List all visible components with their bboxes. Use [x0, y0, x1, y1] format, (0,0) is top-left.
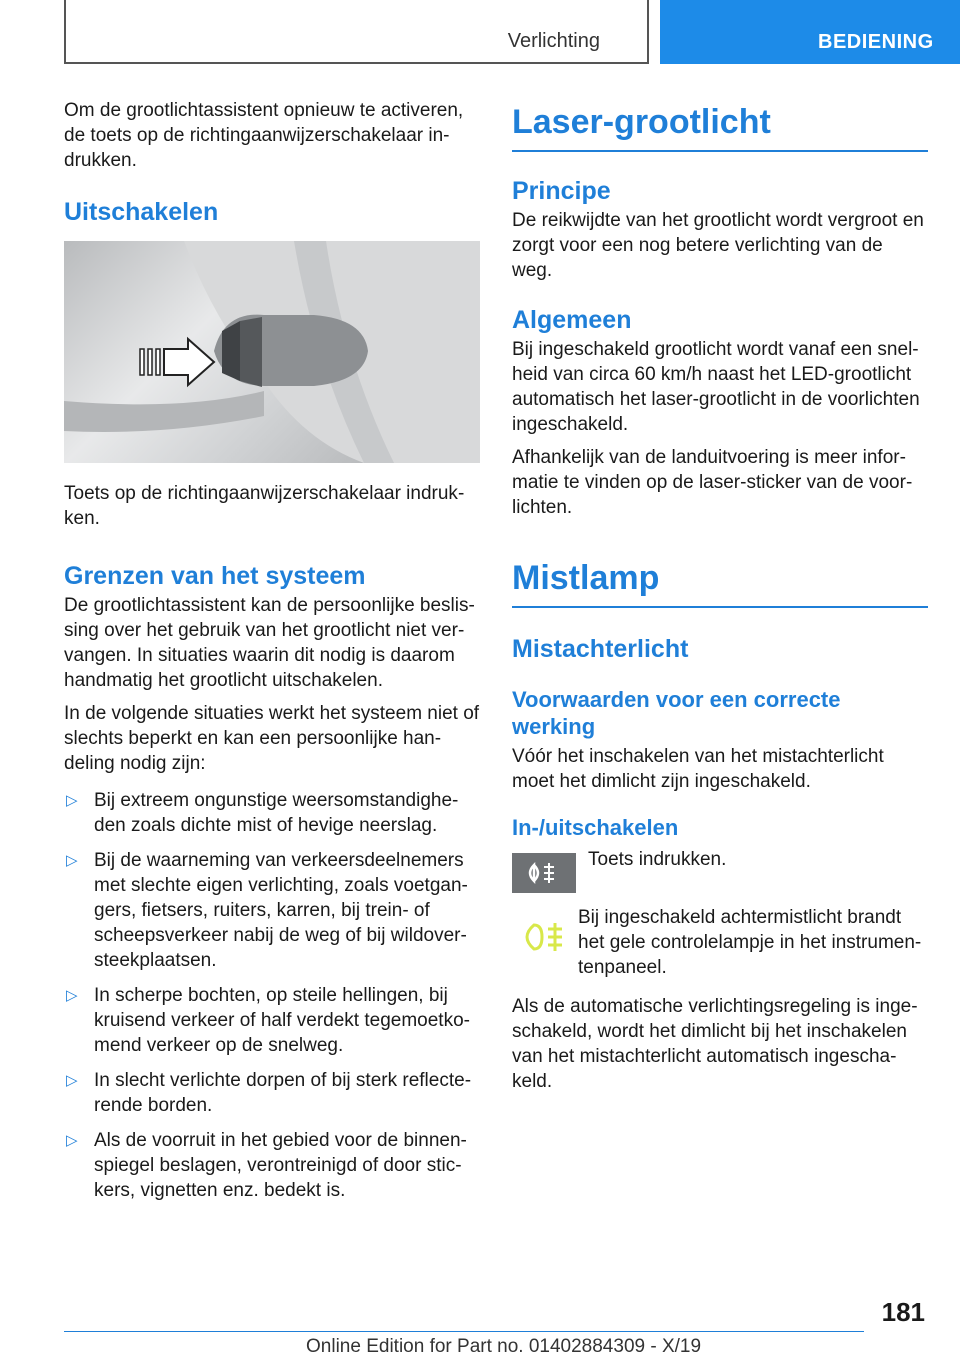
- intro-paragraph: Om de grootlichtassistent opnieuw te activeren, de toets op de richtingaanwijzerschakelaar indrukken.: [64, 100, 464, 171]
- stalk-photo: [64, 241, 480, 463]
- heading-voorwaarden: Voorwaarden voor een correcte werking: [512, 687, 841, 739]
- list-item: ▷ Als de voorruit in het gebied voor de binnenspiegel beslagen, verontreinigd of door stickers, vignetten enz. bedekt is.: [66, 1130, 467, 1201]
- bullet-triangle-icon: ▷: [66, 1072, 78, 1089]
- header-chapter-tab: [660, 0, 960, 64]
- header-chapter-label: BEDIENING: [818, 31, 934, 53]
- footer-edition: Online Edition for Part no. 01402884309 - X/19: [306, 1336, 702, 1357]
- voorwaarden-paragraph: Vóór het inschakelen van het mistachterlicht moet het dimlicht zijn ingeschakeld.: [512, 746, 884, 792]
- heading-in-uitschakelen: In-/uitschakelen: [512, 815, 679, 840]
- list-item: ▷ Bij de waarneming van verkeersdeelnemers met slechte eigen verlichting, zoals voetgangers, fietsers, ruiters, karren, bij trein- of scheepsverkeer nabij de weg of bij wildoversteekplaatsen.: [66, 850, 468, 971]
- heading-algemeen: Algemeen: [512, 306, 632, 334]
- list-item: ▷ Bij extreem ongunstige weersomstandigheden zoals dichte mist of hevige neerslag.: [66, 790, 459, 836]
- algemeen-paragraph-1: Bij ingeschakeld grootlicht wordt vanaf een snelheid van circa 60 km/h naast het LED-grootlicht automatisch het laser-grootlicht in de voorlichten ingeschakeld.: [512, 339, 920, 435]
- principe-paragraph: De reikwijdte van het grootlicht wordt vergroot en zorgt voor een nog betere verlichting van de weg.: [512, 210, 924, 281]
- heading-laser-grootlicht: Laser-grootlicht: [512, 100, 928, 152]
- photo-caption: Toets op de richtingaanwijzerschakelaar indrukken.: [64, 483, 465, 529]
- limits-paragraph-1: De grootlichtassistent kan de persoonlijke beslissing over het gebruik van het grootlicht niet vervangen. In situaties waarin dit nodig is daarom handmatig het grootlicht uitschakelen.: [64, 595, 475, 691]
- indicator-row: [512, 905, 928, 980]
- left-column: [64, 98, 482, 1213]
- bullet-triangle-icon: ▷: [66, 1132, 78, 1149]
- heading-uitschakelen: Uitschakelen: [64, 198, 219, 226]
- arrow-icon: [140, 339, 214, 385]
- header-section: Verlichting: [507, 30, 600, 52]
- list-item: ▷ In slecht verlichte dorpen of bij sterk reflecterende borden.: [66, 1070, 472, 1116]
- page-number: 181: [881, 1297, 925, 1327]
- fog-light-indicator-icon: [516, 917, 576, 962]
- list-item: ▷ In scherpe bochten, op steile hellingen, bij kruisend verkeer of half verdekt tegemoetkomend verkeer op de snelweg.: [66, 985, 470, 1056]
- algemeen-paragraph-2: Afhankelijk van de landuitvoering is meer informatie te vinden op de laser-sticker van de voorlichten.: [512, 447, 913, 518]
- limits-paragraph-2: In de volgende situaties werkt het systeem niet of slechts beperkt en kan een persoonlijke handeling nodig zijn:: [64, 703, 480, 774]
- heading-mistlamp: Mistlamp: [512, 556, 928, 608]
- bullet-triangle-icon: ▷: [66, 987, 78, 1004]
- heading-mistachterlicht: Mistachterlicht: [512, 635, 689, 663]
- heading-grenzen: Grenzen van het systeem: [64, 562, 366, 590]
- button-instruction-row: [512, 847, 928, 893]
- indicator-text: Bij ingeschakeld achtermistlicht brandt het gele controlelampje in het instrumentenpaneel.: [578, 907, 922, 978]
- right-column: [512, 98, 928, 1102]
- heading-principe: Principe: [512, 177, 611, 205]
- bullet-triangle-icon: ▷: [66, 852, 78, 869]
- stalk-illustration: [64, 241, 480, 463]
- fog-light-button-icon: [512, 853, 576, 893]
- bullet-triangle-icon: ▷: [66, 792, 78, 809]
- footer-divider: [64, 1331, 864, 1332]
- auto-paragraph: Als de automatische verlichtingsregeling is ingeschakeld, wordt het dimlicht bij het inschakelen van het mistachterlicht automatisch ingeschakeld.: [512, 996, 918, 1092]
- toets-text: Toets indrukken.: [588, 849, 727, 870]
